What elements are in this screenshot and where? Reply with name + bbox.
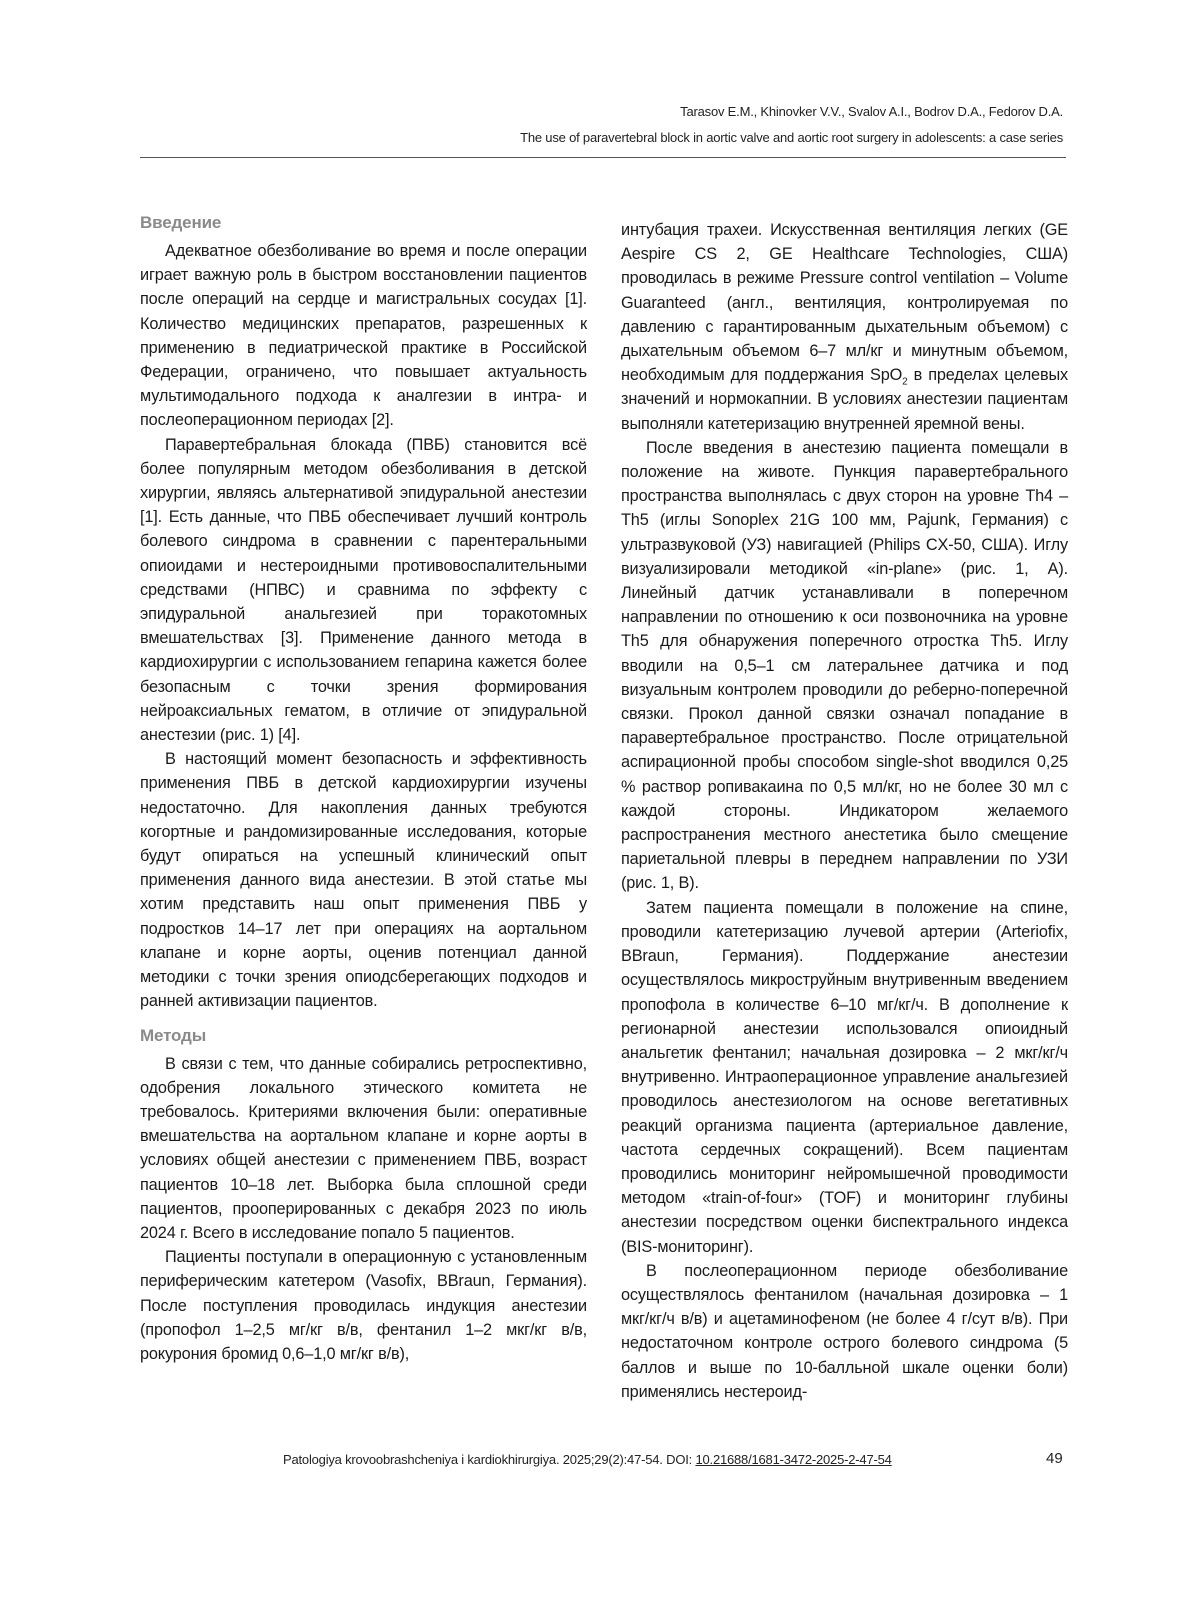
footer-citation [283, 1452, 892, 1467]
running-header-authors: Tarasov E.M., Khinovker V.V., Svalov A.I., Bodrov D.A., Fedorov D.A. [680, 104, 1063, 119]
subscript: 2 [902, 376, 907, 387]
paragraph: В связи с тем, что данные собирались ретроспективно, одобрения локального этического комитета не требовалось. Критериями включения были: оперативные вмешательства на аортальном клапане и корне аорты в условиях общей анестезии с применением ПВБ, возраст пациентов 10–18 лет. Выборка была сплошной среди пациентов, прооперированных с декабря 2023 по июль 2024 г. Всего в исследование попало 5 пациентов. [140, 1052, 587, 1246]
paragraph: Пациенты поступали в операционную с установленным периферическим катетером (Vasofix, BBraun, Германия). После поступления проводилась индукция анестезии (пропофол 1–2,5 мг/кг в/в, фентанил 1–2 мкг/кг в/в, рокурония бромид 0,6–1,0 мг/кг в/в), [140, 1245, 587, 1366]
header-divider [140, 157, 1066, 158]
citation-text: Patologiya krovoobrashcheniya i kardiokhirurgiya. 2025;29(2):47-54. DOI: [283, 1452, 695, 1467]
right-column [621, 218, 1068, 1404]
paragraph: Паравертебральная блокада (ПВБ) становится всё более популярным методом обезболивания в детской хирургии, являясь альтернативой эпидуральной анестезии [1]. Есть данные, что ПВБ обеспечивает лучший контроль болевого синдрома в сравнении с парентеральными опиоидами и нестероидными противовоспалительными средствами (НПВС) и сравнима по эффекту с эпидуральной анальгезией при торакотомных вмешательствах [3]. Применение данного метода в кардиохирургии с использованием гепарина кажется более безопасным с точки зрения формирования нейроаксиальных гематом, в отличие от эпидуральной анестезии (рис. 1) [4]. [140, 433, 587, 748]
paragraph: Затем пациента помещали в положение на спине, проводили катетеризацию лучевой артерии (Arteriofix, BBraun, Германия). Поддержание анестезии осуществлялось микроструйным внутривенным введением пропофола в количестве 6–10 мг/кг/ч. В дополнение к регионарной анестезии использовался опиоидный анальгетик фентанил; начальная дозировка – 2 мкг/кг/ч внутривенно. Интраоперационное управление анальгезией проводилось анестезиологом на основе вегетативных реакций организма пациента (артериальное давление, частота сердечных сокращений). Всем пациентам проводились мониторинг нейромышечной проводимости методом «train-of-four» (TOF) и мониторинг глубины анестезии посредством оценки биспектрального индекса (BIS-мониторинг). [621, 896, 1068, 1259]
text: интубация трахеи. Искусственная вентиляция легких (GE Aespire CS 2, GE Healthcare Technologies, США) проводилась в режиме Pressure control ventilation – Volume Guaranteed (англ., вентиляция, контролируемая по давлению с гарантированным дыхательным объемом) с дыхательным объемом 6–7 мл/кг и минутным объемом, необходимым для поддержания SpO [621, 221, 1068, 384]
paragraph: После введения в анестезию пациента помещали в положение на животе. Пункция паравертебрального пространства выполнялась с двух сторон на уровне Th4 – Th5 (иглы Sonoplex 21G 100 мм, Pajunk, Германия) с ультразвуковой (УЗ) навигацией (Philips CX-50, США). Иглу визуализировали методикой «in-plane» (рис. 1, А). Линейный датчик устанавливали в поперечном направлении по отношению к оси позвоночника на уровне Th5 для обнаружения поперечного отростка Th5. Иглу вводили на 0,5–1 см латеральнее датчика и под визуальным контролем проводили до реберно-поперечной связки. Прокол данной связки означал попадание в паравертебральное пространство. После отрицательной аспирационной пробы способом single-shot вводился 0,25 % раствор ропивакаина по 0,5 мл/кг, но не более 30 мл с каждой стороны. Индикатором желаемого распространения местного анестетика было смещение париетальной плевры в переднем направлении по УЗИ (рис. 1, В). [621, 436, 1068, 896]
paragraph: В настоящий момент безопасность и эффективность применения ПВБ в детской кардиохирургии изучены недостаточно. Для накопления данных требуются когортные и рандомизированные исследования, которые будут опираться на успешный клинический опыт применения данного вида анестезии. В этой статье мы хотим представить наш опыт применения ПВБ у подростков 14–17 лет при операциях на аортальном клапане и корне аорты, оценив потенциал данной методики с точки зрения опиодсберегающих подходов и ранней активизации пациентов. [140, 747, 587, 1013]
section-heading-methods: Методы [140, 1024, 587, 1048]
section-heading-introduction: Введение [140, 211, 587, 235]
paragraph: Адекватное обезболивание во время и после операции играет важную роль в быстром восстановлении пациентов после операций на сердце и магистральных сосудах [1]. Количество медицинских препаратов, разрешенных к применению в педиатрической практике в Российской Федерации, ограничено, что повышает актуальность мультимодального подхода к аналгезии в интра- и послеоперационном периодах [2]. [140, 239, 587, 433]
paragraph [621, 218, 1068, 436]
page-number: 49 [1046, 1450, 1063, 1467]
running-header-title: The use of paravertebral block in aortic valve and aortic root surgery in adolescents: a case series [520, 130, 1063, 145]
paragraph: В послеоперационном периоде обезболивание осуществлялось фентанилом (начальная дозировка – 1 мкг/кг/ч в/в) и ацетаминофеном (не более 4 г/сут в/в). При недостаточном контроле острого болевого синдрома (5 баллов и выше по 10-балльной шкале оценки боли) применялись нестероид- [621, 1259, 1068, 1404]
left-column [140, 211, 587, 1366]
doi-link[interactable]: 10.21688/1681-3472-2025-2-47-54 [695, 1452, 891, 1467]
text: в пределах целевых значений и нормокапнии. В условиях анестезии пациентам выполняли катетеризацию внутренней яремной вены. [621, 366, 1068, 432]
